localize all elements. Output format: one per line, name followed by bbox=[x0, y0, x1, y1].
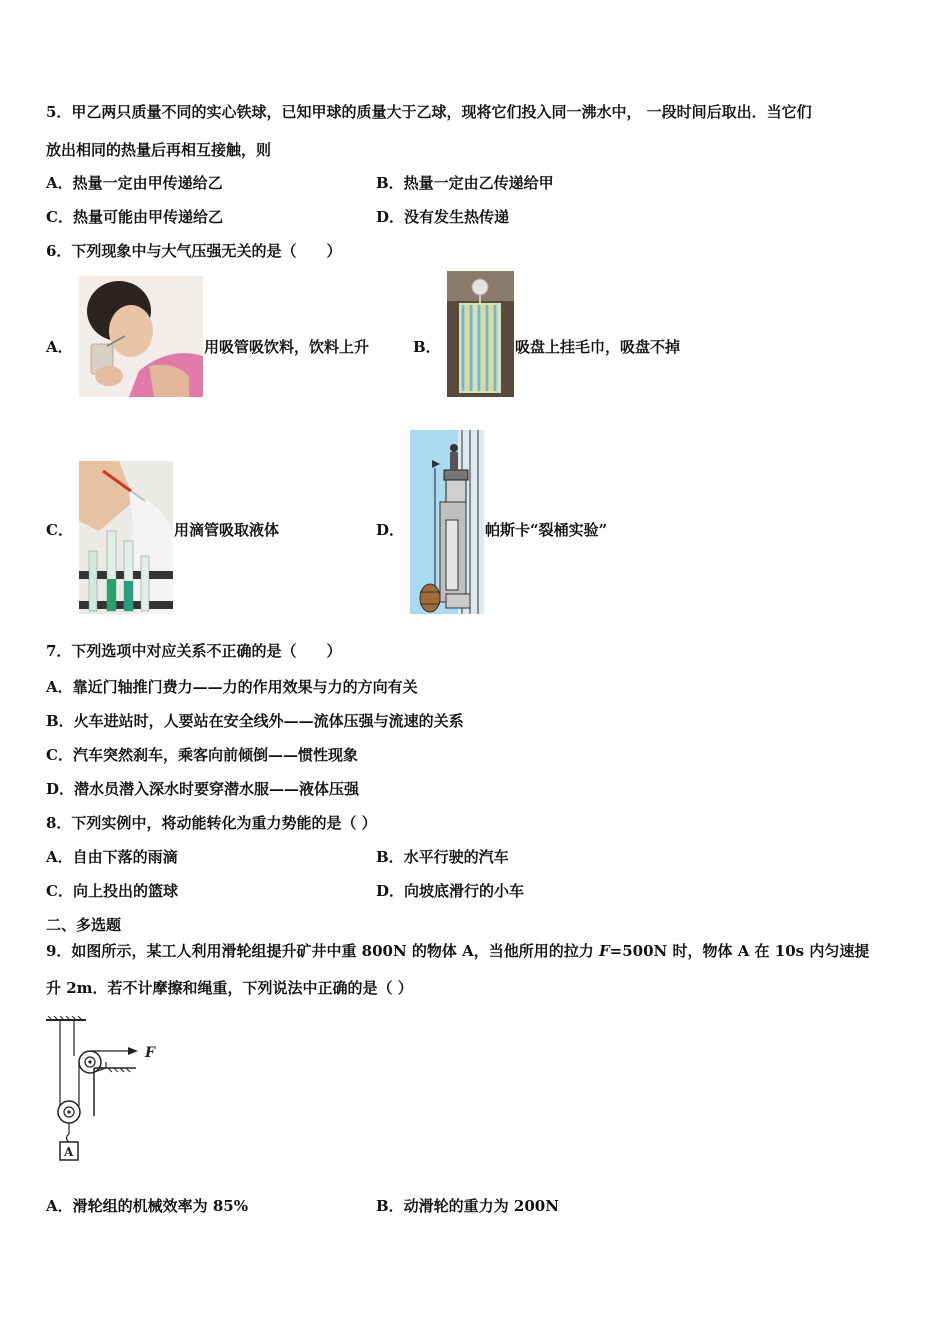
q5-stem-line2: 放出相同的热量后再相互接触，则 bbox=[46, 141, 272, 159]
q9-stem-line2: 升 2m．若不计摩擦和绳重，下列说法中正确的是（ ） bbox=[46, 979, 413, 997]
q6-option-c-text: 用滴管吸取液体 bbox=[174, 521, 280, 539]
q6-option-b-letter: B． bbox=[413, 338, 441, 356]
pulley-object-label: A bbox=[64, 1145, 74, 1159]
q9-stem-part1: 9．如图所示，某工人利用滑轮组提升矿井中重 800N 的物体 A，当他所用的拉力 bbox=[46, 942, 599, 960]
q5-option-c: C．热量可能由甲传递给乙 bbox=[46, 208, 223, 226]
q7-stem: 7．下列选项中对应关系不正确的是（ ） bbox=[46, 642, 342, 660]
q6-option-d-letter: D． bbox=[376, 521, 405, 539]
q6-option-d-text: 帕斯卡“裂桶实验” bbox=[485, 521, 608, 539]
q6-option-a-letter: A． bbox=[46, 338, 73, 356]
q9-stem-line1 bbox=[46, 941, 869, 961]
q5-stem-line1: 5．甲乙两只质量不同的实心铁球，已知甲球的质量大于乙球，现将它们投入同一沸水中， 一段时间后取出．当它们 bbox=[46, 103, 812, 121]
pascal-barrel-illustration bbox=[410, 430, 484, 614]
q9-force-symbol: F bbox=[599, 942, 610, 960]
straw-drinking-photo bbox=[79, 276, 203, 397]
q6-stem: 6．下列现象中与大气压强无关的是（ ） bbox=[46, 242, 342, 260]
q5-option-b: B．热量一定由乙传递给甲 bbox=[376, 174, 554, 192]
q6-option-b-text: 吸盘上挂毛巾，吸盘不掉 bbox=[515, 338, 681, 356]
q5-option-d: D．没有发生热传递 bbox=[376, 208, 510, 226]
q9-option-a: A．滑轮组的机械效率为 85% bbox=[46, 1197, 248, 1215]
pulley-force-label: F bbox=[145, 1045, 155, 1061]
dropper-photo bbox=[79, 461, 173, 614]
q7-option-d: D．潜水员潜入深水时要穿潜水服——液体压强 bbox=[46, 780, 360, 798]
q9-stem-part2: =500N 时，物体 A 在 10s 内匀速提 bbox=[609, 942, 870, 960]
section-heading: 二、多选题 bbox=[46, 916, 122, 934]
q9-option-b: B．动滑轮的重力为 200N bbox=[376, 1197, 559, 1215]
q8-option-c: C．向上投出的篮球 bbox=[46, 882, 178, 900]
q7-option-a: A．靠近门轴推门费力——力的作用效果与力的方向有关 bbox=[46, 678, 418, 696]
q6-option-c-letter: C． bbox=[46, 521, 73, 539]
q7-option-c: C．汽车突然刹车，乘客向前倾倒——惯性现象 bbox=[46, 746, 358, 764]
q8-stem: 8．下列实例中，将动能转化为重力势能的是（ ） bbox=[46, 814, 377, 832]
q8-option-b: B．水平行驶的汽车 bbox=[376, 848, 509, 866]
q5-option-a: A．热量一定由甲传递给乙 bbox=[46, 174, 223, 192]
suction-cup-towel-photo bbox=[447, 271, 514, 397]
pulley-system-diagram bbox=[44, 1016, 164, 1166]
q6-option-a-text: 用吸管吸饮料，饮料上升 bbox=[204, 338, 370, 356]
q7-option-b: B．火车进站时，人要站在安全线外——流体压强与流速的关系 bbox=[46, 712, 464, 730]
q8-option-a: A．自由下落的雨滴 bbox=[46, 848, 178, 866]
q8-option-d: D．向坡底滑行的小车 bbox=[376, 882, 525, 900]
